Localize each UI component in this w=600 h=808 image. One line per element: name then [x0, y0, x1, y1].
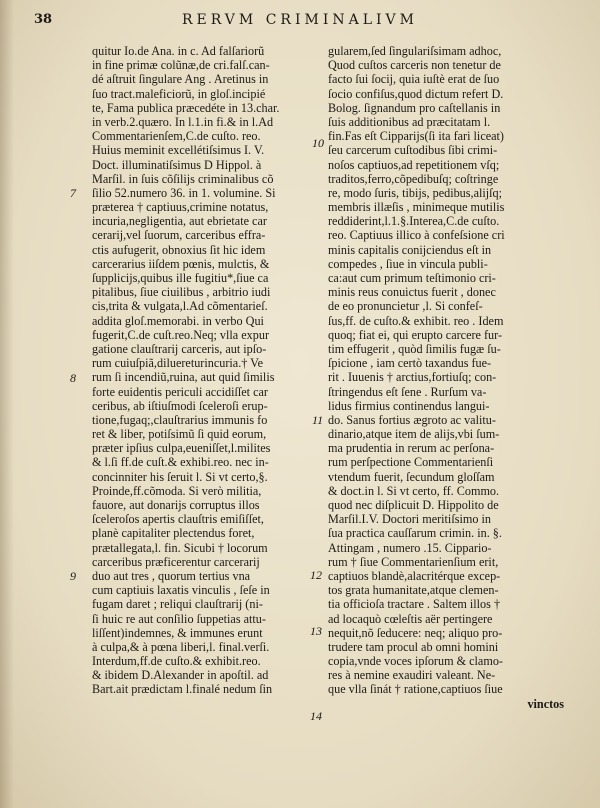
margin-number-12: 12 [310, 568, 322, 582]
right-column-line: ſpicione , iam certò taxandus fue- [328, 356, 492, 371]
left-column-line: ſupplicijs,quibus ille fugitiu*,ſiue ca [92, 271, 269, 285]
right-column-line: nequit,nõ ſeducere: neq; aliquo pro- [328, 625, 503, 640]
right-column-line: fin.Fas eſt Cipparijs(ſi ita fari liceat) [328, 129, 504, 144]
right-column-line: tia officioſa tractare . Saltem illos † [328, 597, 501, 612]
right-column-line: copia,vnde voces ipſorum & clamo- [328, 654, 503, 669]
left-column-line: Doct. illuminatiſsimus D Hippol. à [92, 157, 262, 172]
left-column-line: à culpa,& à pœna liberi,l. final.verſi. [92, 639, 270, 654]
page-header [34, 12, 566, 34]
left-column-line: ctis aufugerit, obnoxius ſit hic idem [92, 242, 266, 257]
right-column-line: tos grata humanitate,atque clemen- [328, 583, 499, 598]
margin-number-11: 11 [312, 413, 324, 427]
left-column-line: Marſil. in ſuis cõſilijs criminalibus cõ [92, 171, 274, 186]
right-column-line: reo. Captiuus illico à confeſsione cri [328, 228, 505, 243]
margin-number-7: 7 [70, 186, 76, 200]
left-column-line: forte euidentis periculi accidiſſet car [92, 384, 268, 399]
right-column-line: minis reus conuictus fuerit , donec [328, 285, 496, 300]
left-column-line: Proinde,ff.cõmoda. Si verò militia, [92, 483, 262, 498]
right-column-line: membris illæſis , minimeque mutilis [328, 200, 505, 215]
left-column-line: planè capitaliter plectendus foret, [92, 526, 255, 541]
margin-number-8: 8 [70, 371, 76, 385]
right-column-line: traditos,ferro,cõpedibuſq; coſtringe [328, 171, 499, 186]
right-column-line: ca:aut cum primum teſtimonio cri- [328, 271, 496, 285]
margin-number-10: 10 [312, 136, 324, 150]
left-column-line: in verb.2.quæro. In l.1.in fi.& in l.Ad [92, 114, 274, 129]
margin-number-9: 9 [70, 569, 76, 583]
left-column-line: cerarij,vel ſuorum, carceribus effra- [92, 228, 266, 243]
page-number: 38 [34, 12, 53, 27]
right-column-line: do. Sanus fortius ægroto ac valitu- [328, 412, 496, 427]
left-column-line: & l.ſi ff.de cuſt.& exhibi.reo. nec in- [92, 455, 269, 470]
right-column-line: res à nemine exaudiri valeant. Ne- [328, 668, 496, 683]
running-head: RERVM CRIMINALIVM [182, 12, 418, 28]
right-column-line: Marſil.I.V. Doctori meritiſsimo in [328, 512, 491, 527]
left-column-line: & ibidem D.Alexander in apoſtil. ad [92, 668, 269, 683]
left-column-line: Interdum,ff.de cuſto.& exhibit.reo. [92, 654, 261, 669]
left-column-line: in fine primæ colũnæ,de cri.falſ.can- [92, 58, 270, 73]
right-column-line: ſuis additionibus ad præcitatam l. [328, 114, 491, 129]
left-column-line: gatione clauſtrarij carceris, aut ipſo- [92, 341, 267, 356]
right-column-line: & doct.in l. Si vt certo, ff. Commo. [328, 483, 500, 498]
left-column-line: Commentarienſem,C.de cuſto. reo. [92, 129, 261, 144]
right-column-line: facto ſui ſocij, quia iuſtè erat de ſuo [328, 72, 500, 87]
left-column-line: tione,fugaq;,clauſtrarius immunis fo [92, 412, 268, 427]
left-column-line: fugam daret ; reliqui clauſtrarij (ni- [92, 597, 263, 612]
right-column-line: minis capitalis conijciendus eſt in [328, 242, 492, 257]
left-column-line: pitalibus, ſiue ciuilibus , arbitrio iudi [92, 285, 271, 300]
right-column-line: compedes , ſiue in vincula publi- [328, 256, 488, 271]
right-column-line: gularem,ſed ſingulariſsimam adhoc, [328, 44, 502, 58]
left-column-line: incuria,negligentia, aut ebrietate car [92, 214, 267, 229]
left-column-line: addita gloſ.memorabi. in verbo Qui [92, 313, 264, 328]
right-column-line: ſeu carcerum cuſtodibus ſibi crimi- [328, 143, 498, 158]
right-column-line: rum perſpectione Commentarienſi [328, 455, 494, 470]
right-column-line: ad locaquò cœleſtis aër pertingere [328, 611, 493, 626]
left-column-line: ſilio 52.numero 36. in 1. volumine. Si [92, 185, 276, 200]
right-column-line: trudere tam procul ab omni homini [328, 639, 499, 654]
right-text-column [328, 44, 564, 711]
left-column-line: ſuo tract.maleficiorũ, in gloſ.incipié [92, 86, 266, 101]
margin-number-13: 13 [310, 624, 322, 638]
right-column-line: que vlla ſinát † ratione,captiuos ſiue [328, 682, 503, 697]
left-column-line: duo aut tres , quorum tertius vna [92, 568, 251, 583]
left-column-line: quitur Io.de Ana. in c. Ad falſariorũ [92, 44, 265, 58]
right-column-line: de eo pronuncietur ,l. Si confeſ- [328, 299, 483, 314]
right-column-line: lidus firmius continendus langui- [328, 398, 490, 413]
left-column-line: rum cuiuſpiã,diluereturincuria.† Ve [92, 356, 264, 371]
margin-number-14: 14 [310, 709, 322, 723]
right-column-line: ma prudentia in rerum ac perſona- [328, 441, 495, 456]
left-column-line: prætallegata,l. fin. Sicubi † locorum [92, 540, 268, 555]
left-column-line: liſſent)indemnes, & immunes erunt [92, 625, 263, 640]
right-column-line: dinario,atque item de alijs,vbi ſum- [328, 427, 500, 442]
right-column-line: quoq; fiat ei, qui erupto carcere fur- [328, 327, 503, 342]
left-column-line: rum ſi incendiũ,ruina, aut quid ſimilis [92, 370, 275, 385]
right-column-line: vinctos [527, 696, 564, 711]
left-column-line: ret & liber, potiſsimũ ſi quid eorum, [92, 427, 267, 442]
right-column-line: ſus,ff. de cuſto.& exhibit. reo . Idem [328, 313, 504, 328]
right-column-line: Quod cuſtos carceris non tenetur de [328, 58, 501, 73]
left-column-line: dé aſtruit ſingulare Ang . Aretinus in [92, 72, 269, 87]
page-fold-shadow [0, 0, 14, 808]
left-text-column [92, 44, 310, 697]
right-column-line: noſos captiuos,ad repetitionem vſq; [328, 157, 500, 172]
right-column-line: ſtringendus eſt ſene . Rurſum va- [328, 384, 487, 399]
left-column-line: concinniter his ſeruit l. Si vt certo,§. [92, 469, 268, 484]
left-column-line: fugerit,C.de cuſt.reo.Neq; vlla expur [92, 327, 269, 342]
right-column-line: rum † ſiue Commentarienſium erit, [328, 554, 499, 569]
right-column-line: ſua practica cauſſarum crimin. in. §. [328, 526, 502, 541]
left-column-line: cum captiuis laxatis vinculis , ſeſe in [92, 583, 270, 598]
right-column-line: vtendum fuerit, ſecundum gloſſam [328, 469, 495, 484]
left-column-line: præter ipſius culpa,eueniſſet,l.milites [92, 441, 271, 456]
left-column-line: cis,trita & vulgata,l.Ad cõmentarieſ. [92, 299, 268, 314]
left-column-line: carcerarius iiſdem pœnis, mulctis, & [92, 256, 270, 271]
left-column-line: fauore, aut donarijs corruptus illos [92, 498, 260, 512]
right-column-line: ſocio confiſus,quod dictum refert D. [328, 86, 504, 101]
right-column-line: quod nec diſplicuit D. Hippolito de [328, 498, 499, 512]
left-column-line: carceribus præficerentur carcerarij [92, 554, 260, 569]
left-column-line: ceribus, ab iſtiuſmodi ſceleroſi erup- [92, 398, 268, 413]
right-column-line: Attingam , numero .15. Cippario- [328, 540, 492, 555]
right-column-line: rit . Iuuenis † arctius,fortiuſq; con- [328, 370, 497, 385]
left-column-line: Huius meminit excellétiſsimus I. V. [92, 143, 265, 158]
right-column-line: reddiderint,l.1.§.Interea,C.de cuſto. [328, 214, 500, 229]
left-column-line: te, Fama publica præcedéte in 13.char. [92, 100, 280, 115]
right-column-line: tim effugerit , quòd ſimilis fugæ ſu- [328, 341, 501, 356]
right-column-line: captiuos blandè,alacritérque excep- [328, 568, 501, 583]
left-column-line: ſi huic re aut conſilio ſuppetias attu- [92, 611, 266, 626]
left-column-line: ſceleroſos apertis clauſtris emiſiſſet, [92, 512, 264, 527]
right-column-line: Bolog. ſignandum pro caſtellanis in [328, 100, 501, 115]
right-column-line: re, modo ſuris, tibijs, pedibus,alijſq; [328, 185, 502, 200]
left-column-line: præterea † captiuus,crimine notatus, [92, 200, 269, 215]
left-column-line: Bart.ait prædictam l.finalé nedum ſin [92, 682, 273, 697]
